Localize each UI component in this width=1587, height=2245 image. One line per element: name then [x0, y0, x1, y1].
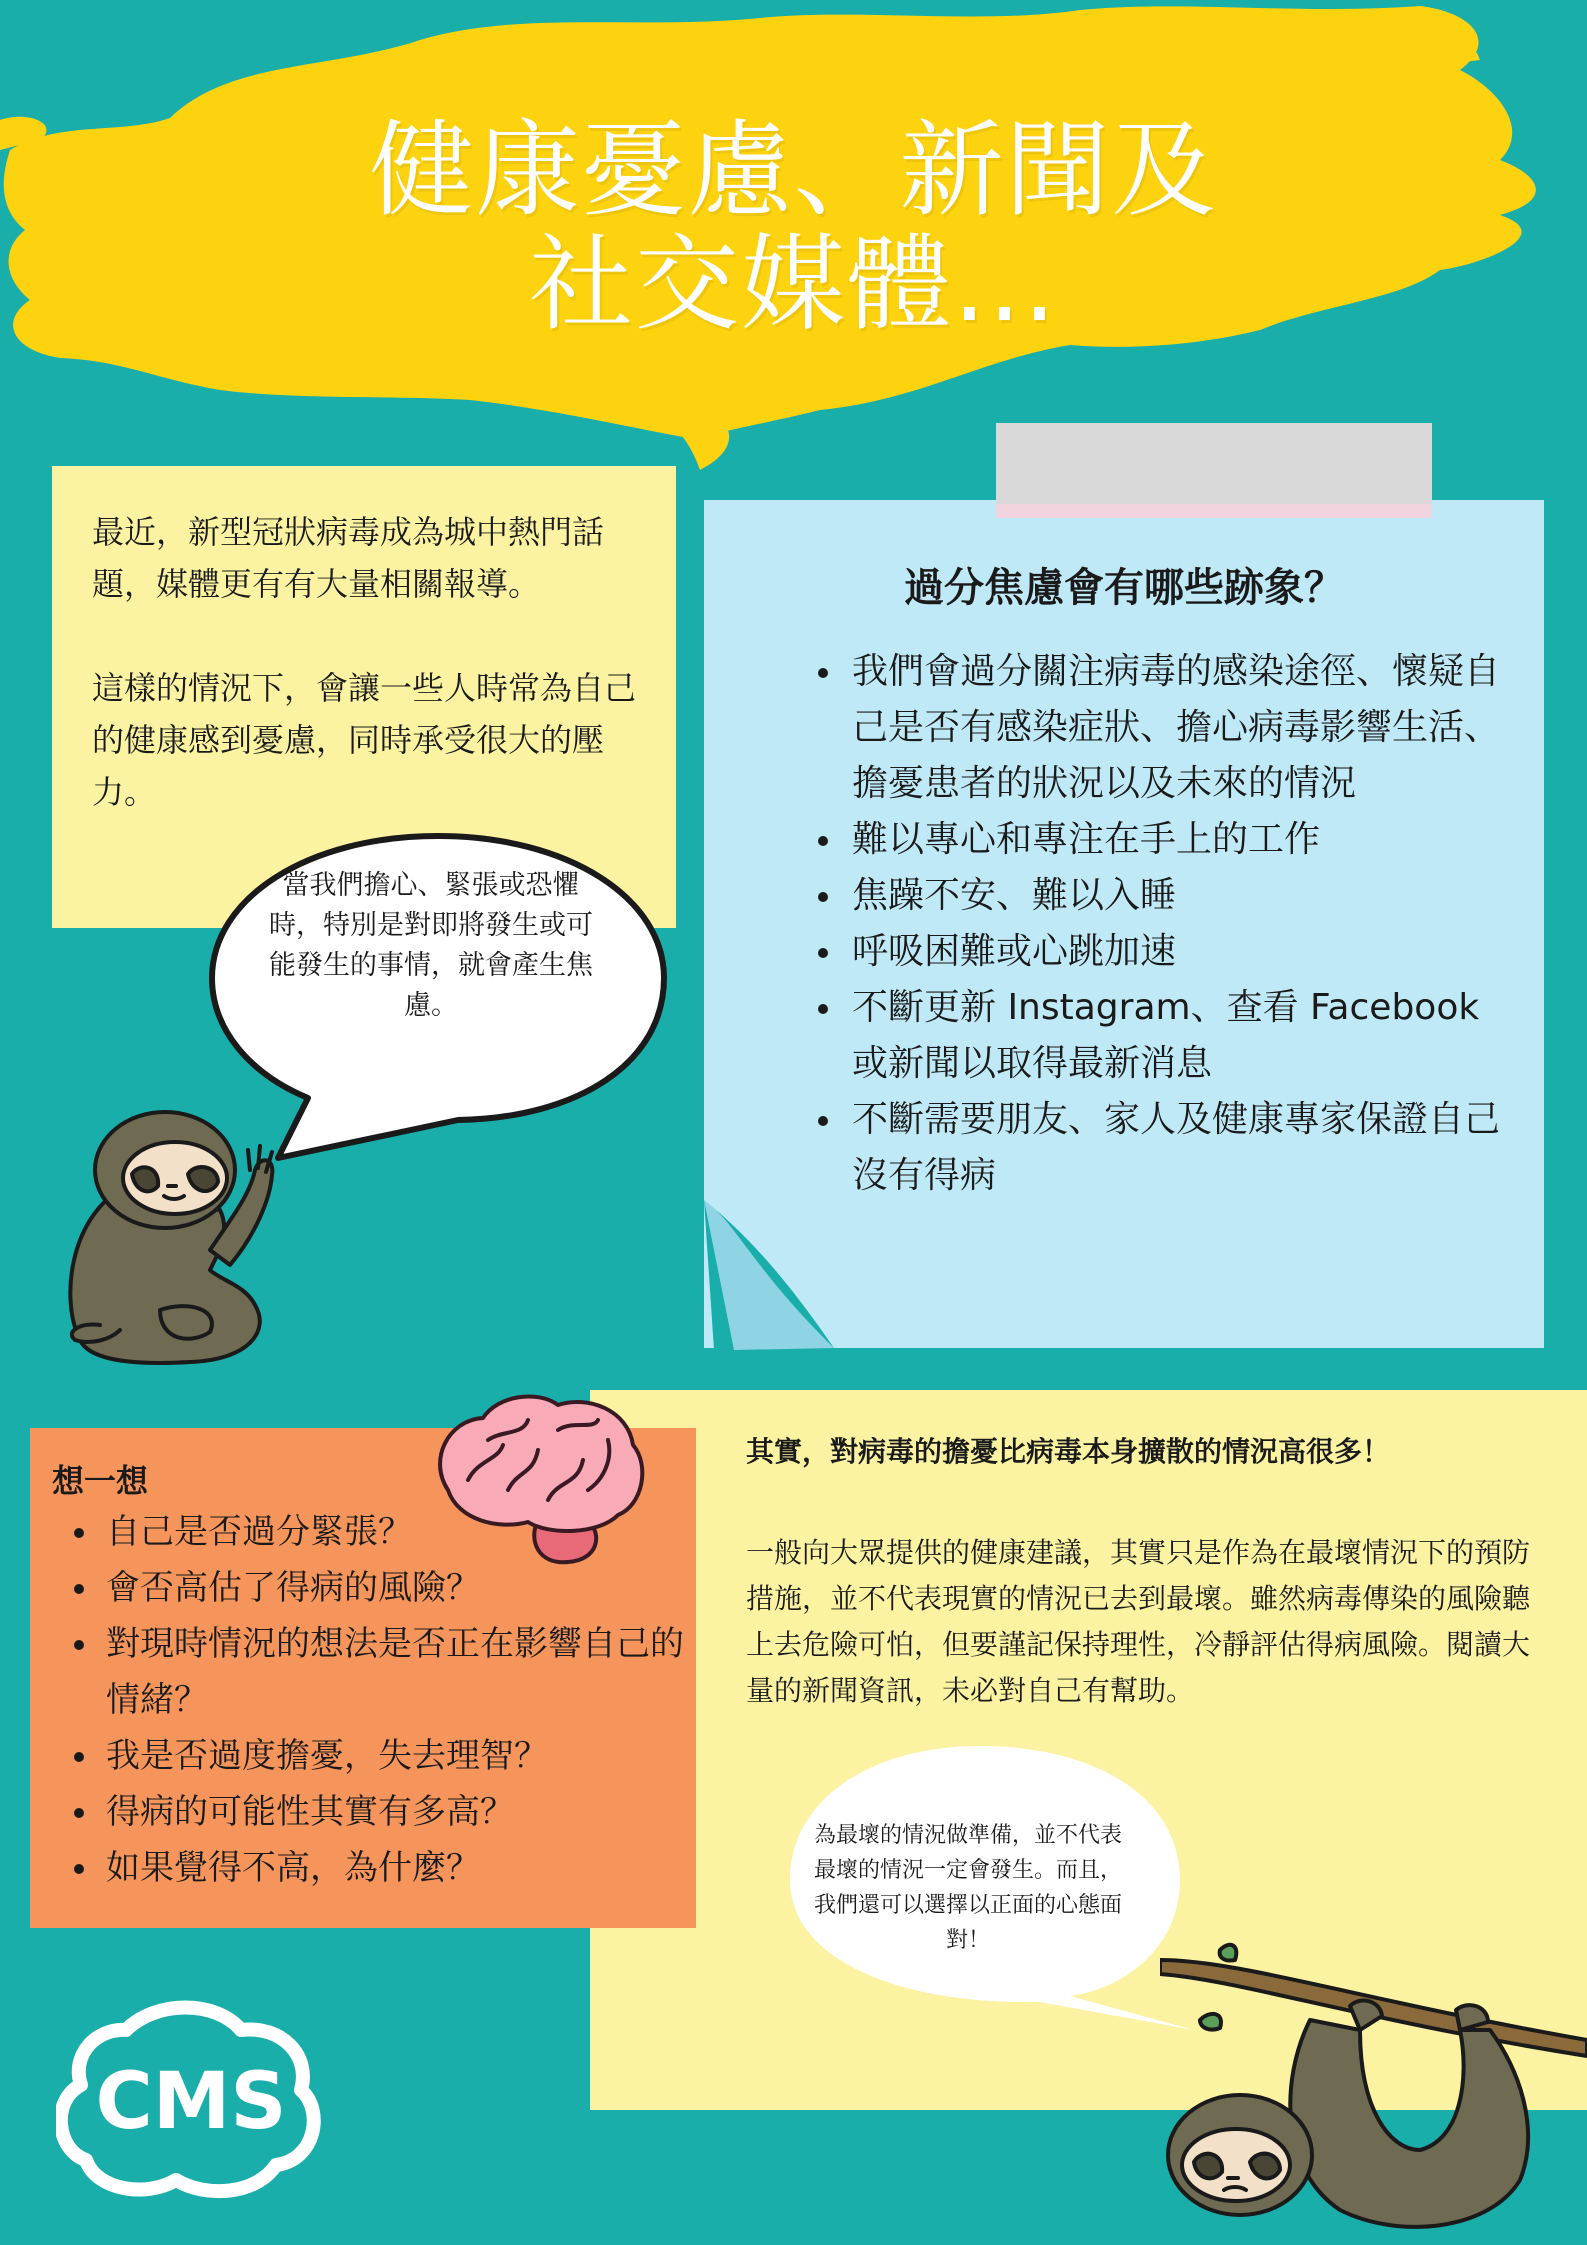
- page-title-line-2: 社交媒體...: [528, 223, 1059, 345]
- speech-bubble-text: 當我們擔心、緊張或恐懼時，特別是對即將發生或可能發生的事情，就會產生焦慮。: [269, 870, 593, 1021]
- list-item: 我是否過度擔憂，失去理智？: [106, 1728, 696, 1784]
- fact-heading: 其實，對病毒的擔憂比病毒本身擴散的情況高很多！: [746, 1435, 1391, 1468]
- list-item: 得病的可能性其實有多高？: [106, 1784, 696, 1840]
- list-item: 我們會過分關注病毒的感染途徑、懷疑自己是否有感染症狀、擔心病毒影響生活、擔憂患者的狀況以及未來的情況: [852, 644, 1512, 812]
- note-fold-corner: [694, 1200, 834, 1350]
- list-item: 呼吸困難或心跳加速: [852, 924, 1512, 980]
- logo-text: CMS: [95, 2057, 287, 2147]
- reflection-heading: 想一想: [52, 1462, 149, 1500]
- logo: [56, 2000, 326, 2200]
- anxiety-signs-heading: 過分焦慮會有哪些跡象？: [904, 565, 1344, 611]
- list-item: 難以專心和專注在手上的工作: [852, 812, 1512, 868]
- speech-bubble-text: 為最壞的情況做準備，並不代表最壞的情況一定會發生。而且，我們還可以選擇以正面的心態面對！: [813, 1823, 1122, 1953]
- fact-body: 一般向大眾提供的健康建議，其實只是作為在最壞情況下的預防措施，並不代表現實的情況已去到最壞。雖然病毒傳染的風險聽上去危險可怕，但要謹記保持理性，冷靜評估得病風險。閱讀大量的新聞資訊，未必對自己有幫助。: [746, 1536, 1531, 1707]
- list-item: 如果覺得不高，為什麼？: [106, 1840, 696, 1896]
- list-item: 會否高估了得病的風險？: [106, 1560, 696, 1616]
- anxiety-signs-list: [852, 644, 1512, 1204]
- list-item: 對現時情況的想法是否正在影響自己的情緒？: [106, 1616, 696, 1728]
- sloth-illustration: [60, 1100, 280, 1370]
- list-item: 不斷需要朋友、家人及健康專家保證自己沒有得病: [852, 1092, 1512, 1204]
- intro-paragraph-2: 這樣的情況下，會讓一些人時常為自己的健康感到憂慮，同時承受很大的壓力。: [92, 669, 637, 811]
- brain-icon: [428, 1390, 648, 1568]
- sloth-on-branch-illustration: [1160, 1940, 1587, 2245]
- list-item: 焦躁不安、難以入睡: [852, 868, 1512, 924]
- tape-strip: [996, 423, 1432, 518]
- page-title-line-1: 健康憂慮、新聞及: [369, 109, 1218, 231]
- intro-text: [92, 506, 652, 870]
- list-item: 自己是否過分緊張？: [106, 1504, 696, 1560]
- list-item: 不斷更新 Instagram、查看 Facebook 或新聞以取得最新消息: [852, 980, 1512, 1092]
- intro-paragraph-1: 最近，新型冠狀病毒成為城中熱門話題，媒體更有有大量相關報導。: [92, 513, 605, 603]
